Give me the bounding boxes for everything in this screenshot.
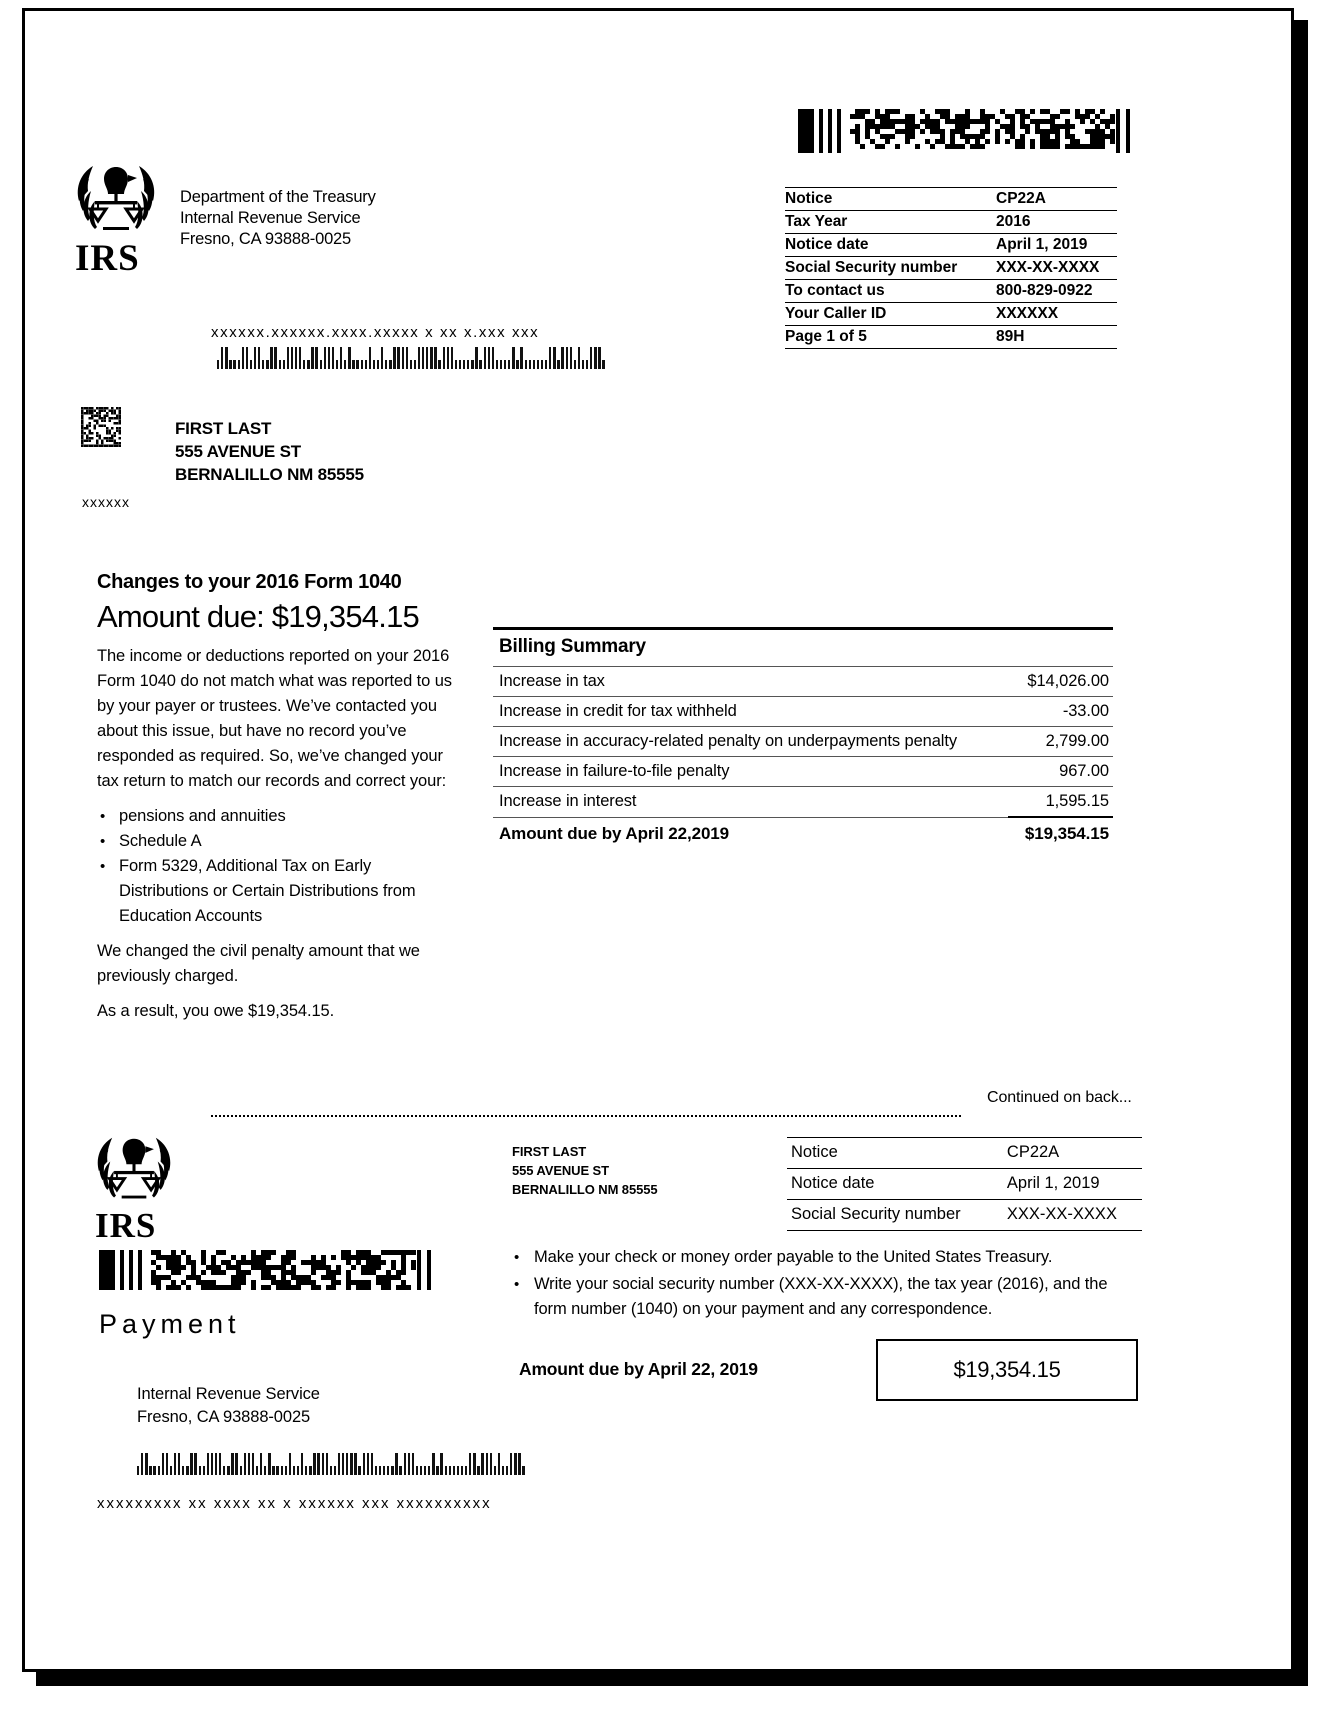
main-body-column bbox=[97, 571, 457, 1034]
stub-recipient-street: 555 AVENUE ST bbox=[512, 1163, 609, 1178]
notice-info-label: Tax Year bbox=[785, 211, 996, 234]
stub-info-row bbox=[787, 1138, 1142, 1169]
mail-trailing-code: xxxxxx bbox=[82, 494, 130, 510]
page-title: Changes to your 2016 Form 1040 bbox=[97, 571, 402, 593]
irs-logo-wordmark-stub: IRS bbox=[95, 1206, 157, 1245]
stub-info-value: XXX-XX-XXXX bbox=[997, 1200, 1142, 1231]
treasury-line-2: Internal Revenue Service bbox=[180, 209, 361, 227]
stub-info-value: April 1, 2019 bbox=[997, 1169, 1142, 1200]
billing-row-label: Increase in tax bbox=[493, 667, 1008, 697]
body-paragraph-1: The income or deductions reported on your 2016 Form 1040 do not match what was reported to us by your payer or trustees. We’ve contacted you about this issue, but have no record you’ve responded as required. So, we’ve changed your tax return to match our records and correct your: bbox=[97, 647, 452, 790]
billing-row bbox=[493, 727, 1113, 757]
stub-info-label: Notice date bbox=[787, 1169, 997, 1200]
billing-row-label: Increase in failure-to-file penalty bbox=[493, 757, 1008, 787]
notice-info-label: Your Caller ID bbox=[785, 303, 996, 326]
billing-row bbox=[493, 697, 1113, 727]
body-paragraph-2: We changed the civil penalty amount that we previously charged. bbox=[97, 942, 420, 985]
payment-instruction-item: • Make your check or money order payable to the United States Treasury. bbox=[512, 1245, 1132, 1270]
payment-bottom-code: xxxxxxxxx xx xxxx xx x xxxxxx xxx xxxxxxxxxx bbox=[97, 1495, 492, 1512]
recipient-street: 555 AVENUE ST bbox=[175, 442, 301, 461]
recipient-city-state-zip: BERNALILLO NM 85555 bbox=[175, 465, 364, 484]
changes-bullet-list bbox=[97, 804, 457, 929]
postnet-barcode-bottom bbox=[137, 1453, 529, 1475]
stub-info-value: CP22A bbox=[997, 1138, 1142, 1169]
recipient-name: FIRST LAST bbox=[175, 419, 272, 438]
stub-recipient-address bbox=[512, 1142, 657, 1199]
notice-info-value: 2016 bbox=[996, 211, 1117, 234]
notice-info-row bbox=[785, 326, 1117, 349]
stub-info-label: Social Security number bbox=[787, 1200, 997, 1231]
billing-total-row bbox=[493, 817, 1113, 849]
billing-summary-table bbox=[493, 666, 1113, 849]
notice-info-row bbox=[785, 211, 1117, 234]
treasury-line-1: Department of the Treasury bbox=[180, 188, 376, 206]
body-paragraph-3: As a result, you owe $19,354.15. bbox=[97, 1002, 335, 1020]
payment-stub-barcode bbox=[99, 1250, 439, 1290]
notice-info-label: Notice date bbox=[785, 234, 996, 257]
billing-total-amount: $19,354.15 bbox=[1008, 817, 1113, 849]
treasury-address-block bbox=[180, 187, 376, 250]
billing-total-label: Amount due by April 22,2019 bbox=[493, 817, 1008, 849]
tear-off-divider bbox=[211, 1115, 961, 1117]
stub-recipient-city-state-zip: BERNALILLO NM 85555 bbox=[512, 1182, 658, 1197]
irs-notice-page bbox=[22, 8, 1294, 1672]
change-bullet-item: • Schedule A bbox=[97, 829, 457, 854]
treasury-line-3: Fresno, CA 93888-0025 bbox=[180, 230, 351, 248]
change-bullet-item: • Form 5329, Additional Tax on Early Distributions or Certain Distributions from Education Accounts bbox=[97, 854, 457, 929]
stub-amount-due-value: $19,354.15 bbox=[953, 1357, 1061, 1382]
postnet-barcode-top bbox=[217, 347, 609, 369]
notice-info-row bbox=[785, 188, 1117, 211]
stub-amount-due-label: Amount due by April 22, 2019 bbox=[519, 1359, 758, 1379]
billing-row-label: Increase in interest bbox=[493, 787, 1008, 818]
billing-row-amount: 2,799.00 bbox=[1008, 727, 1113, 757]
recipient-address bbox=[175, 417, 364, 486]
payment-stub-title: Payment bbox=[99, 1309, 241, 1339]
change-bullet-item: • pensions and annuities bbox=[97, 804, 457, 829]
notice-info-row bbox=[785, 257, 1117, 280]
continued-on-back-note: Continued on back... bbox=[987, 1089, 1132, 1106]
stub-notice-info-table bbox=[787, 1137, 1142, 1231]
irs-logo-stub bbox=[93, 1133, 175, 1245]
irs-payment-address-line-2: Fresno, CA 93888-0025 bbox=[137, 1408, 311, 1426]
datamatrix-code bbox=[81, 407, 121, 447]
notice-barcode bbox=[798, 109, 1138, 153]
notice-info-value: 800-829-0922 bbox=[996, 280, 1117, 303]
irs-eagle-scales-icon-stub bbox=[93, 1133, 175, 1207]
notice-info-value: 89H bbox=[996, 326, 1117, 349]
stub-info-label: Notice bbox=[787, 1138, 997, 1169]
billing-row-amount: -33.00 bbox=[1008, 697, 1113, 727]
notice-info-label: Page 1 of 5 bbox=[785, 326, 996, 349]
billing-summary-title: Billing Summary bbox=[493, 627, 1113, 666]
notice-info-row bbox=[785, 303, 1117, 326]
billing-row-amount: 1,595.15 bbox=[1008, 787, 1113, 818]
mail-code-line: xxxxxx.xxxxxx.xxxx.xxxxx x xx x.xxx xxx bbox=[211, 324, 540, 341]
irs-payment-address-line-1: Internal Revenue Service bbox=[137, 1385, 320, 1403]
payment-instructions-list bbox=[512, 1245, 1132, 1324]
irs-logo bbox=[73, 161, 159, 279]
notice-info-value: April 1, 2019 bbox=[996, 234, 1117, 257]
notice-info-row bbox=[785, 234, 1117, 257]
notice-info-value: XXX-XX-XXXX bbox=[996, 257, 1117, 280]
irs-payment-address bbox=[137, 1383, 320, 1429]
payment-instruction-item: • Write your social security number (XXX-XX-XXXX), the tax year (2016), and the form number (1040) on your payment and any correspondence. bbox=[512, 1272, 1132, 1322]
stub-info-row bbox=[787, 1169, 1142, 1200]
billing-row-label: Increase in credit for tax withheld bbox=[493, 697, 1008, 727]
billing-summary bbox=[493, 627, 1113, 849]
irs-eagle-scales-icon bbox=[73, 161, 159, 239]
billing-row bbox=[493, 787, 1113, 818]
notice-info-label: Notice bbox=[785, 188, 996, 211]
notice-info-value: CP22A bbox=[996, 188, 1117, 211]
amount-due-heading: Amount due: $19,354.15 bbox=[97, 599, 419, 634]
stub-amount-due-box bbox=[876, 1339, 1138, 1401]
notice-info-value: XXXXXX bbox=[996, 303, 1117, 326]
billing-row-label: Increase in accuracy-related penalty on underpayments penalty bbox=[493, 727, 1008, 757]
billing-row bbox=[493, 667, 1113, 697]
stub-info-row bbox=[787, 1200, 1142, 1231]
notice-info-table bbox=[785, 187, 1117, 349]
billing-row bbox=[493, 757, 1113, 787]
stub-recipient-name: FIRST LAST bbox=[512, 1144, 587, 1159]
billing-row-amount: 967.00 bbox=[1008, 757, 1113, 787]
notice-info-label: To contact us bbox=[785, 280, 996, 303]
billing-row-amount: $14,026.00 bbox=[1008, 667, 1113, 697]
notice-info-row bbox=[785, 280, 1117, 303]
notice-info-label: Social Security number bbox=[785, 257, 996, 280]
irs-logo-wordmark: IRS bbox=[75, 238, 140, 279]
